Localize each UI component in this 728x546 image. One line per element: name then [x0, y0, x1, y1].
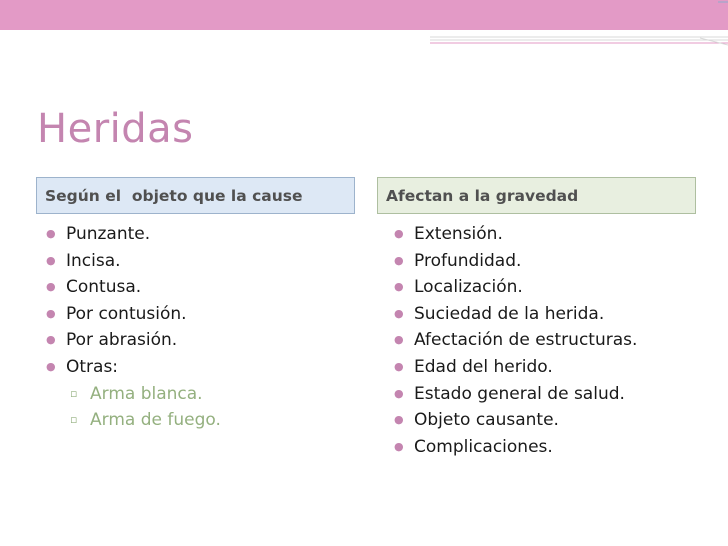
round-bullet-icon: ●	[394, 439, 404, 453]
list-item	[46, 301, 221, 328]
round-bullet-icon: ●	[46, 227, 56, 240]
round-bullet-icon: ●	[46, 280, 56, 294]
round-bullet-icon: ●	[46, 253, 56, 267]
square-bullet-icon: ▫	[70, 413, 78, 427]
list-item	[394, 434, 637, 461]
round-bullet-icon: ●	[394, 253, 404, 267]
round-bullet-icon: ●	[394, 333, 404, 347]
sub-list-item-text: Arma de fuego.	[90, 410, 221, 431]
list-item-text: Objeto causante.	[414, 410, 559, 431]
list-item	[394, 274, 637, 301]
list-item	[394, 248, 637, 275]
round-bullet-icon: ●	[394, 280, 404, 294]
round-bullet-icon: ●	[46, 306, 56, 320]
list-item	[46, 221, 221, 248]
round-bullet-icon: ●	[394, 359, 404, 373]
square-bullet-icon: ▫	[70, 386, 78, 400]
list-item	[394, 327, 637, 354]
list-item	[46, 327, 221, 354]
list-item	[394, 301, 637, 328]
slide-title: Heridas	[37, 106, 194, 152]
list-item-text: Incisa.	[66, 250, 121, 271]
list-item-text: Por contusión.	[66, 303, 187, 324]
list-item	[46, 248, 221, 275]
list-item	[394, 381, 637, 408]
round-bullet-icon: ●	[46, 333, 56, 347]
list-item-text: Profundidad.	[414, 250, 522, 271]
round-bullet-icon: ●	[394, 413, 404, 427]
round-bullet-icon: ●	[394, 386, 404, 400]
sub-list-item	[46, 381, 221, 408]
list-item-text: Otras:	[66, 356, 119, 377]
round-bullet-icon: ●	[46, 359, 56, 373]
round-bullet-icon: ●	[394, 306, 404, 320]
right-column-header: Afectan a la gravedad	[377, 177, 696, 214]
list-item-text: Edad del herido.	[414, 356, 553, 377]
list-item	[46, 274, 221, 301]
list-item	[394, 221, 637, 248]
list-item	[46, 354, 221, 381]
list-item-text: Contusa.	[66, 277, 142, 298]
sub-list-item-text: Arma blanca.	[90, 383, 203, 404]
list-item-text: Complicaciones.	[414, 436, 553, 457]
right-bullet-list	[394, 221, 637, 460]
list-item-text: Por abrasión.	[66, 330, 178, 351]
list-item-text: Extensión.	[414, 224, 503, 244]
round-bullet-icon: ●	[394, 227, 404, 240]
list-item-text: Punzante.	[66, 224, 151, 244]
list-item	[394, 407, 637, 434]
list-item-text: Localización.	[414, 277, 523, 298]
sub-list-item	[46, 407, 221, 434]
left-column-header: Según el objeto que la cause	[36, 177, 355, 214]
list-item-text: Suciedad de la herida.	[414, 303, 605, 324]
list-item-text: Afectación de estructuras.	[414, 330, 638, 351]
list-item-text: Estado general de salud.	[414, 383, 625, 404]
list-item	[394, 354, 637, 381]
decorative-lines	[430, 0, 728, 50]
left-bullet-list	[46, 221, 221, 434]
